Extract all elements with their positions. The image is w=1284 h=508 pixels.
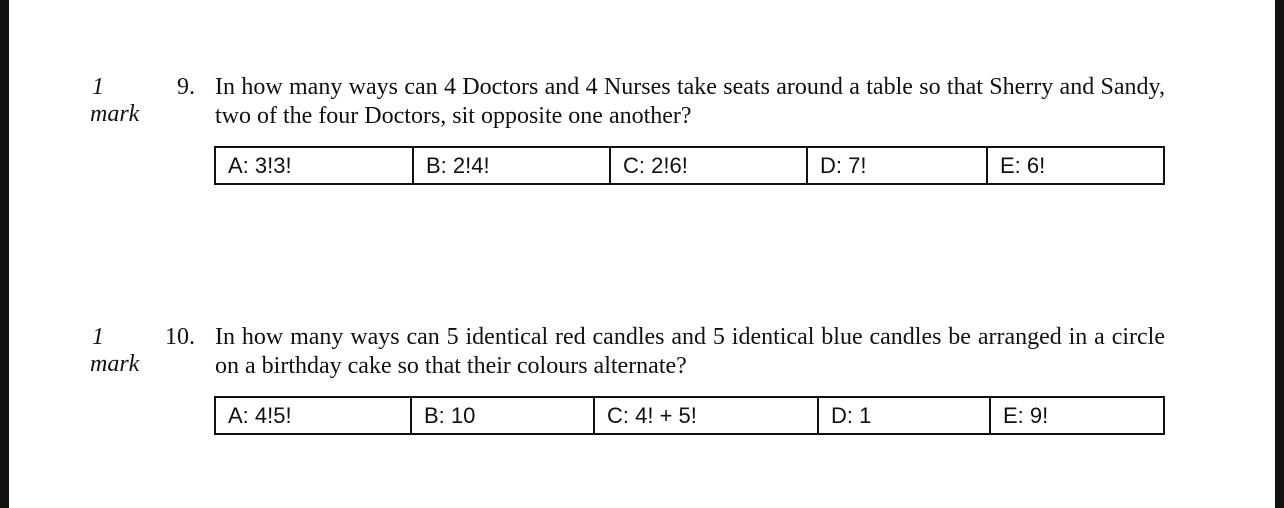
option-a[interactable]: A: 4!5! [216, 398, 412, 433]
question-number: 9. [177, 74, 195, 100]
option-b[interactable]: B: 2!4! [414, 148, 611, 183]
option-e[interactable]: E: 6! [1000, 153, 1046, 178]
option-b[interactable]: B: 10 [412, 398, 595, 433]
answer-options [214, 146, 1165, 185]
marks-unit: mark [90, 351, 140, 377]
option-c[interactable]: C: 4! + 5! [595, 398, 819, 433]
option-d[interactable]: D: 1 [819, 398, 991, 433]
question-number: 10. [165, 324, 195, 350]
option-e[interactable]: E: 9! [1003, 403, 1049, 428]
answer-options [214, 396, 1165, 435]
marks-value: 1 [92, 324, 104, 350]
question-page [9, 0, 1275, 508]
question-text: In how many ways can 5 identical red candles and 5 identical blue candles be arranged in a circle on a birthday cake so that their colours alternate? [215, 324, 1165, 379]
option-c[interactable]: C: 2!6! [611, 148, 808, 183]
option-a[interactable]: A: 3!3! [216, 148, 414, 183]
question-text: In how many ways can 4 Doctors and 4 Nurses take seats around a table so that Sherry and Sandy, two of the four Doctors, sit opposite one another? [215, 74, 1165, 129]
option-d[interactable]: D: 7! [808, 148, 988, 183]
marks-unit: mark [90, 101, 140, 127]
marks-value: 1 [92, 74, 104, 100]
